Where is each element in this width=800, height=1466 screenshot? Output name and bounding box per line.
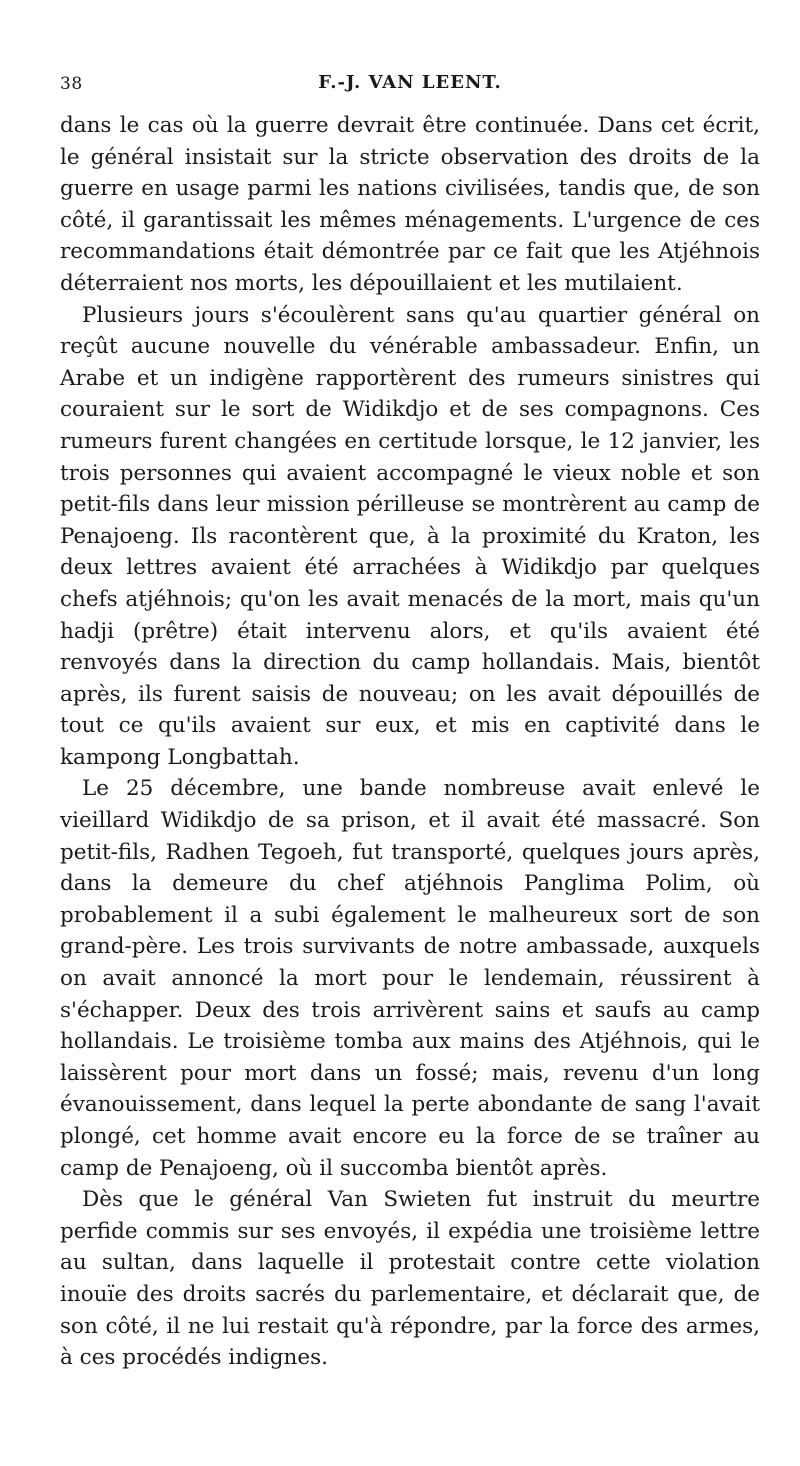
running-head	[60, 68, 760, 104]
paragraph-continued: dans le cas où la guerre devrait être continuée. Dans cet écrit, le général insistait sur la stricte observation des droits de la guerre en usage parmi les nations civilisées, tandis que, de son côté, il garantissait les mêmes ménagements. L'urgence de ces recommandations était démontrée par ce fait que les Atjéhnois déterraient nos morts, les dépouillaient et les mutilaient.	[60, 113, 760, 296]
running-title: F.-J. VAN LEENT.	[318, 72, 502, 93]
body-text	[60, 110, 760, 1374]
paragraph-massacre: Le 25 décembre, une bande nombreuse avait enlevé le vieillard Widikdjo de sa prison, et il avait été massacré. Son petit-fils, Radhen Tegoeh, fut transporté, quelques jours après, dans la demeure du chef atjéhnois Panglima Polim, où probablement il a subi également le malheureux sort de son grand-père. Les trois survivants de notre ambassade, auxquels on avait annoncé la mort pour le lendemain, réussirent à s'échapper. Deux des trois arrivèrent sains et saufs au camp hollandais. Le troisième tomba aux mains des Atjéhnois, qui le laissèrent pour mort dans un fossé; mais, revenu d'un long évanouissement, dans lequel la perte abondante de sang l'avait plongé, cet homme avait encore eu la force de se traîner au camp de Penajoeng, où il succomba bientôt après.	[60, 776, 760, 1181]
page-number: 38	[60, 74, 83, 94]
paragraph-rumeurs: Plusieurs jours s'écoulèrent sans qu'au quartier général on reçût aucune nouvelle du vénérable ambassadeur. Enfin, un Arabe et un indigène rapportèrent des rumeurs sinistres qui couraient sur le sort de Widikdjo et de ses compagnons. Ces rumeurs furent changées en certitude lorsque, le 12 janvier, les trois personnes qui avaient accompagné le vieux noble et son petit-fils dans leur mission périlleuse se montrèrent au camp de Penajoeng. Ils racontèrent que, à la proximité du Kraton, les deux lettres avaient été arrachées à Widikdjo par quelques chefs atjéhnois; qu'on les avait menacés de la mort, mais qu'un hadji (prêtre) était intervenu alors, et qu'ils avaient été renvoyés dans la direction du camp hollandais. Mais, bientôt après, ils furent saisis de nouveau; on les avait dépouillés de tout ce qu'ils avaient sur eux, et mis en captivité dans le kampong Longbattah.	[60, 302, 760, 770]
book-page	[60, 68, 760, 1374]
paragraph-protestation: Dès que le général Van Swieten fut instruit du meurtre perfide commis sur ses envoyés, il expédia une troisième lettre au sultan, dans laquelle il protestait contre cette violation inouïe des droits sacrés du parlementaire, et déclarait que, de son côté, il ne lui restait qu'à répondre, par la force des armes, à ces procédés indignes.	[60, 1187, 760, 1371]
